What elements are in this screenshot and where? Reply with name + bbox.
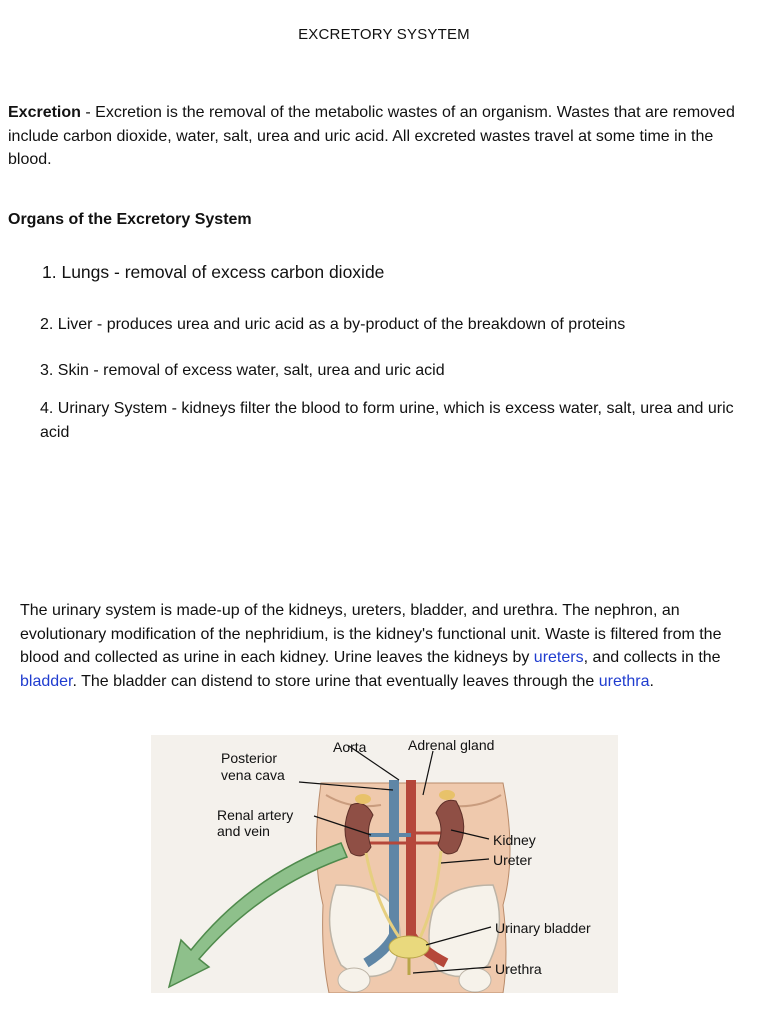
label-urinary-bladder: Urinary bladder <box>495 920 591 936</box>
excretion-paragraph <box>8 101 760 172</box>
urinary-text-1: The urinary system is made-up of the kidneys, ureters, bladder, and urethra. The nephron, an evolutionary modification of the nephridium, is the kidney's functional unit. Waste is filtered from the blood and collected as urine in each kidney. Urine leaves the kidneys by <box>20 602 722 666</box>
label-renal-line2: and vein <box>217 823 270 839</box>
label-aorta: Aorta <box>333 739 367 755</box>
urinary-system-diagram <box>151 735 618 993</box>
urinary-text-2: , and collects in the <box>583 649 721 666</box>
left-kidney <box>345 803 373 856</box>
urinary-system-paragraph <box>20 599 755 693</box>
urinary-text-3: . The bladder can distend to store urine that eventually leaves through the <box>72 672 599 690</box>
organ-item-lungs: 1. Lungs - removal of excess carbon dioxide <box>42 262 385 282</box>
urethra-link[interactable]: urethra <box>598 672 650 690</box>
bladder-link[interactable]: bladder <box>20 672 73 690</box>
label-posterior-line1: Posterior <box>221 750 278 766</box>
page-title: EXCRETORY SYSYTEM <box>298 26 470 43</box>
urinary-system-illustration <box>151 735 618 993</box>
label-ureter: Ureter <box>493 852 532 868</box>
urinary-bladder <box>389 936 429 958</box>
label-posterior-line2: vena cava <box>221 767 285 783</box>
excretion-term: Excretion <box>8 104 81 121</box>
organ-item-skin: 3. Skin - removal of excess water, salt, urea and uric acid <box>40 362 445 379</box>
urinary-text-4: . <box>649 672 654 690</box>
organs-heading: Organs of the Excretory System <box>8 211 252 228</box>
excretion-definition: - Excretion is the removal of the metabolic wastes of an organism. Wastes that are removed include carbon dioxide, water, salt, urea and uric acid. All excreted wastes travel at some time in the blood. <box>8 104 735 168</box>
organ-item-liver: 2. Liver - produces urea and uric acid as a by-product of the breakdown of proteins <box>40 316 626 333</box>
label-kidney: Kidney <box>493 832 536 848</box>
ureters-link[interactable]: ureters <box>533 649 584 666</box>
pointer-arrow-icon <box>169 843 347 987</box>
organ-item-urinary-system: 4. Urinary System - kidneys filter the blood to form urine, which is excess water, salt, urea and uric acid <box>40 400 734 441</box>
label-urethra: Urethra <box>495 961 542 977</box>
label-adrenal-gland: Adrenal gland <box>408 737 495 753</box>
label-renal-line1: Renal artery <box>217 807 294 823</box>
